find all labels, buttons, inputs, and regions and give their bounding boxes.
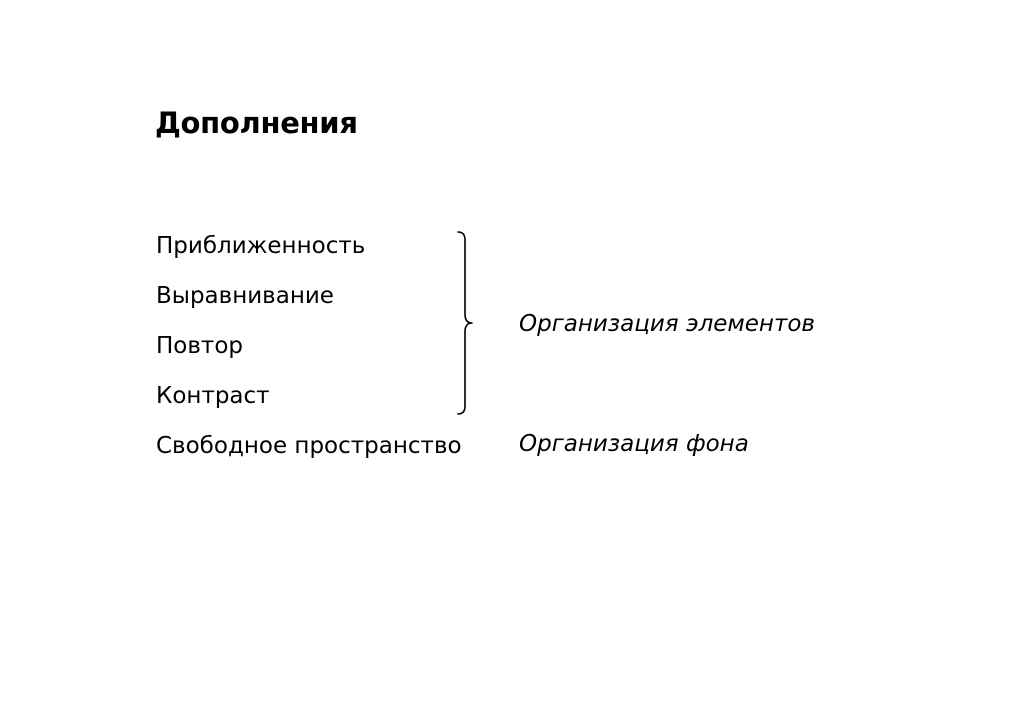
list-item-contrast: Контраст — [156, 383, 270, 409]
list-item-whitespace: Свободное пространство — [156, 433, 462, 459]
slide-title: Дополнения — [155, 106, 358, 140]
right-curly-brace — [452, 228, 476, 418]
list-item-alignment: Выравнивание — [156, 283, 334, 309]
group-label-background: Организация фона — [519, 431, 749, 457]
list-item-proximity: Приближенность — [156, 233, 366, 259]
list-item-repetition: Повтор — [156, 333, 243, 359]
group-label-elements: Организация элементов — [519, 311, 815, 337]
